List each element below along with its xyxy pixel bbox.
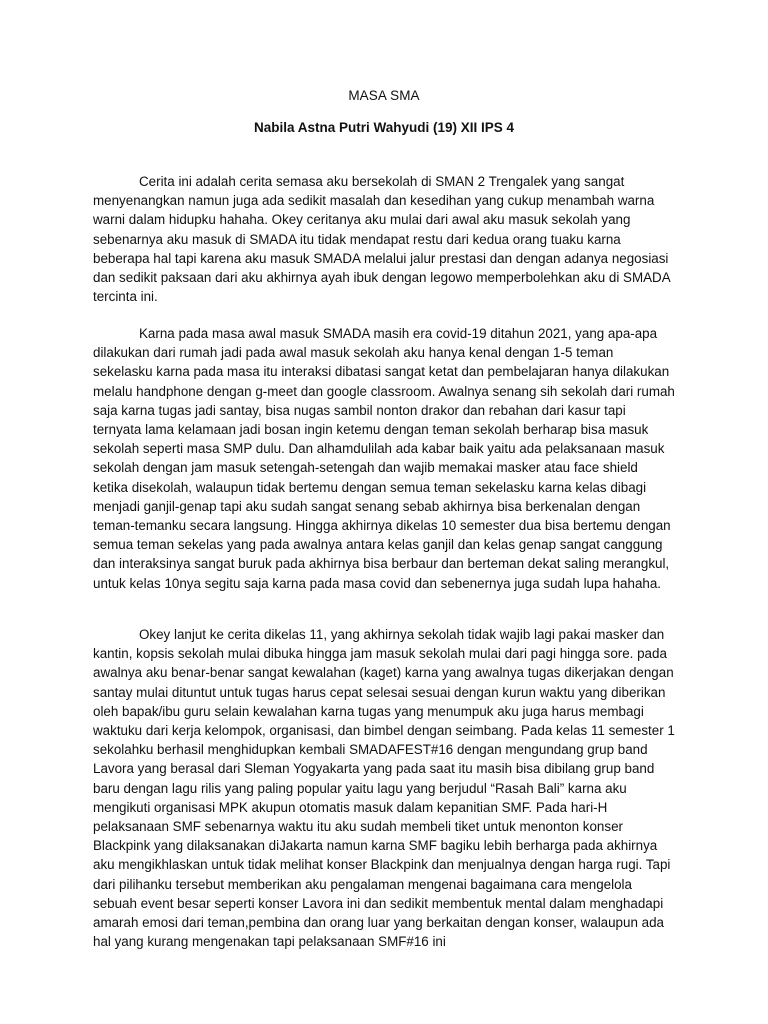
- document-title: MASA SMA: [348, 88, 420, 103]
- author-line: Nabila Astna Putri Wahyudi (19) XII IPS 4: [253, 120, 515, 135]
- paragraph-grade-11: Okey lanjut ke cerita dikelas 11, yang akhirnya sekolah tidak wajib lagi pakai masker dan kantin, kopsis sekolah mulai dibuka hingga jam masuk sekolah mulai dari pagi hingga sore. pada awalnya aku benar-benar sangat kewalahan (kaget) karna yang awalnya tugas dikerjakan dengan santay mulai dituntut untuk tugas harus cepat selesai sesuai dengan kurun waktu yang diberikan oleh bapak/ibu guru selain kewalahan karna tugas yang menumpuk aku juga harus membagi waktuku dari kerja kelompok, organisasi, dan bimbel dengan seimbang. Pada kelas 11 semester 1 sekolahku berhasil menghidupkan kembali SMADAFEST#16 dengan mengundang grup band Lavora yang berasal dari Sleman Yogyakarta yang pada saat itu masih bisa dibilang grup band baru dengan lagu rilis yang paling popular yaitu lagu yang berjudul “Rasah Bali” karna aku mengikuti organisasi MPK akupun otomatis masuk dalam kepanitian SMF. Pada hari-H pelaksanaan SMF sebenarnya waktu itu aku sudah membeli tiket untuk menonton konser Blackpink yang dilaksanakan diJakarta namun karna SMF bagiku lebih berharga pada akhirnya aku mengikhlaskan untuk tidak melihat konser Blackpink dan menjualnya dengan harga rugi. Tapi dari pilihanku tersebut memberikan aku pengalaman mengenai bagaimana cara mengelola sebuah event besar seperti konser Lavora ini dan sedikit membentuk mental dalam menghadapi amarah emosi dari teman,pembina dan orang luar yang berkaitan dengan konser, walaupun ada hal yang kurang mengenakan tapi pelaksanaan SMF#16 ini: [93, 627, 675, 950]
- paragraph-intro: Cerita ini adalah cerita semasa aku bersekolah di SMAN 2 Trengalek yang sangat menyenangkan namun juga ada sedikit masalah dan kesedihan yang cukup menambah warna warni dalam hidupku hahaha. Okey ceritanya aku mulai dari awal aku masuk sekolah yang sebenarnya aku masuk di SMADA itu tidak mendapat restu dari kedua orang tuaku karna beberapa hal tapi karena aku masuk SMADA melalui jalur prestasi dan dengan adanya negosiasi dan sedikit paksaan dari aku akhirnya ayah ibuk dengan legowo memperbolehkan aku di SMADA tercinta ini.: [93, 174, 670, 305]
- paragraph-grade-10: Karna pada masa awal masuk SMADA masih era covid-19 ditahun 2021, yang apa-apa dilakukan dari rumah jadi pada awal masuk sekolah aku hanya kenal dengan 1-5 teman sekelasku karna pada masa itu interaksi dibatasi sangat ketat dan pembelajaran hanya dilakukan melalu handphone dengan g-meet dan google classroom. Awalnya senang sih sekolah dari rumah saja karna tugas jadi santay, bisa nugas sambil nonton drakor dan rebahan dari kasur tapi ternyata lama kelamaan jadi bosan ingin ketemu dengan teman sekolah berharap bisa masuk sekolah seperti masa SMP dulu. Dan alhamdulilah ada kabar baik yaitu ada pelaksanaan masuk sekolah dengan jam masuk setengah-setengah dan wajib memakai masker atau face shield ketika disekolah, walaupun tidak bertemu dengan semua teman sekelasku karna kelas dibagi menjadi ganjil-genap tapi aku sudah sangat senang sebab akhirnya bisa berkenalan dengan teman-temanku secara langsung. Hingga akhirnya dikelas 10 semester dua bisa bertemu dengan semua teman sekelas yang pada awalnya antara kelas ganjil dan kelas genap sangat canggung dan interaksinya sangat buruk pada akhirnya bisa berbaur dan berteman dekat saling merangkul, untuk kelas 10nya segitu saja karna pada masa covid dan sebenernya juga sudah lupa hahaha.: [93, 326, 675, 591]
